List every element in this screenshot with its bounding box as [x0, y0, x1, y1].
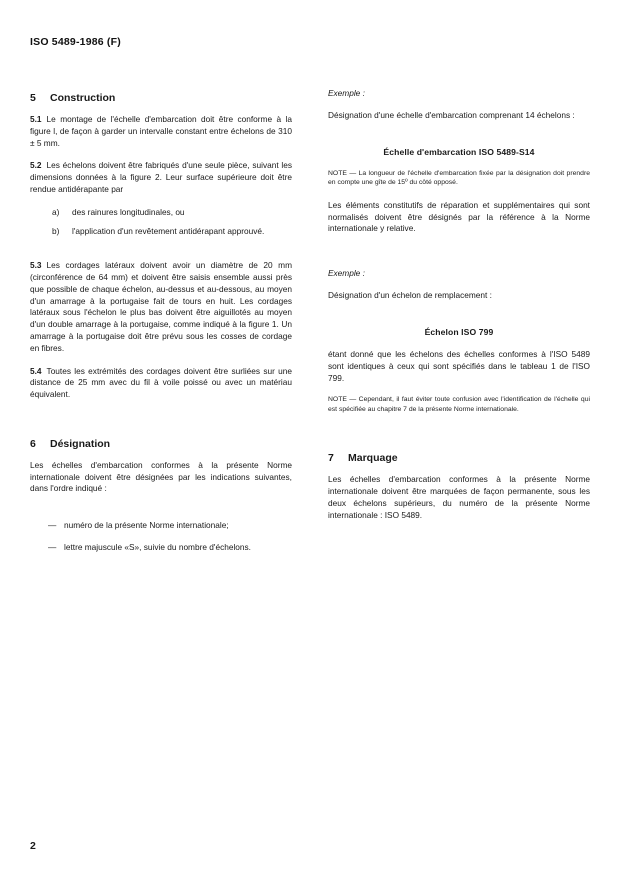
section-heading-construction [30, 92, 292, 104]
section-title: Marquage [348, 452, 398, 465]
spacer [328, 246, 590, 268]
section-number: 5 [30, 92, 36, 104]
example-2-designation: Échelon ISO 799 [424, 326, 494, 337]
dash-item-text: lettre majuscule «S», suivie du nombre d'échelons. [64, 541, 251, 552]
section6-intro: Les échelles d'embarcation conformes à la présente Norme internationale doivent être désignées par les indications suivantes, dans l'ordre indiqué : [30, 459, 292, 494]
list-marker: a) [52, 206, 60, 217]
section-number: 6 [30, 437, 36, 450]
section-heading-marquage [328, 452, 590, 464]
clause-number: 5.4 [30, 365, 42, 376]
example-1-label: Exemple : [328, 88, 365, 98]
example-2-label: Exemple : [328, 268, 365, 279]
section7-text: Les échelles d'embarcation conformes à la présente Norme internationale doivent être marquées de façon permanente, sous les deux échelons supérieurs, du numéro de la présente Norme internationale : ISO 5489. [328, 474, 590, 520]
left-column [30, 88, 292, 564]
example-2-note: NOTE — Cependant, il faut éviter toute confusion avec l'identification de l'échelle qui est spécifiée au chapitre 7 de la présente Norme internationale. [328, 396, 590, 413]
clause-text: Les échelons doivent être fabriqués d'une seule pièce, suivant les dimensions données à la figure 2. Leur surface supérieure doit être rendue antidérapante par [30, 160, 292, 194]
list-marker: b) [52, 226, 60, 237]
list-item [30, 226, 292, 238]
example-2-after: étant donné que les échelons des échelles conformes à l'ISO 5489 sont identiques à ceux qui sont spécifiés dans le tableau 1 de l'ISO 799. [328, 348, 590, 383]
clause-5-1 [30, 114, 292, 149]
dash-list-item [30, 542, 292, 554]
example-1-note: NOTE — La longueur de l'échelle d'embarcation fixée par la désignation doit prendre en compte une gîte de 15º du côté opposé. [328, 169, 590, 187]
spacer [328, 313, 590, 327]
example-1-intro: Désignation d'une échelle d'embarcation comprenant 14 échelons : [328, 110, 575, 120]
clause-5-4 [30, 366, 292, 401]
clause-text: Les cordages latéraux doivent avoir un diamètre de 20 mm (circonférence de 64 mm) et doivent être saisis ensemble aussi près que possible de chaque échelon, au-dessus et au-dessous, au moyen d'un amarrage à la portugaise fait de tours en huit. Les cordages latéraux sous l'échelon le plus bas doivent être aiguillotés au moyen d'un double amarrage à la portugaise, comme indiqué à la figure 1. Un amarrage à la portugaise doit être prévu sous les cosses de cordage en fibres. [30, 260, 292, 353]
section-title: Construction [50, 92, 116, 104]
clause-number: 5.3 [30, 260, 42, 271]
section-heading-designation [30, 438, 292, 450]
dash-marker: — [48, 541, 57, 552]
spacer [328, 426, 590, 448]
clause-5-2 [30, 160, 292, 195]
spacer [328, 133, 590, 147]
clause-5-3 [30, 260, 292, 354]
example-2-intro: Désignation d'un échelon de remplacement : [328, 290, 492, 301]
spacer [30, 506, 292, 520]
example-1-designation: Échelle d'embarcation ISO 5489-S14 [383, 146, 535, 157]
clause-text: Toutes les extrémités des cordages doivent être surliées sur une distance de 25 mm avec du fil à voile poissé ou avec un matériau équivalent. [30, 365, 292, 400]
section-title: Désignation [50, 437, 111, 450]
right-column [328, 88, 590, 564]
clause-text: Le montage de l'échelle d'embarcation doit être conforme à la figure l, de façon à garder un intervalle constant entre échelons de 310 ± 5 mm. [30, 114, 292, 148]
example-1-after: Les éléments constitutifs de réparation et supplémentaires qui sont normalisés doivent être désignés par la référence à la Norme internationale y relative. [328, 199, 590, 234]
spacer [30, 246, 292, 260]
list-item-text: des rainures longitudinales, ou [72, 206, 185, 217]
dash-marker: — [48, 520, 57, 531]
dash-item-text: numéro de la présente Norme internationale; [64, 520, 229, 531]
section-number: 7 [328, 452, 334, 465]
clause-number: 5.2 [30, 160, 42, 171]
clause-number: 5.1 [30, 114, 42, 124]
spacer [30, 412, 292, 434]
page-number: 2 [30, 840, 36, 852]
two-column-body [30, 88, 590, 564]
page-header: ISO 5489-1986 (F) [30, 36, 121, 48]
list-item-text: l'application d'un revêtement antidérapant approuvé. [72, 226, 265, 237]
dash-list-item [30, 520, 292, 532]
list-item [30, 207, 292, 219]
